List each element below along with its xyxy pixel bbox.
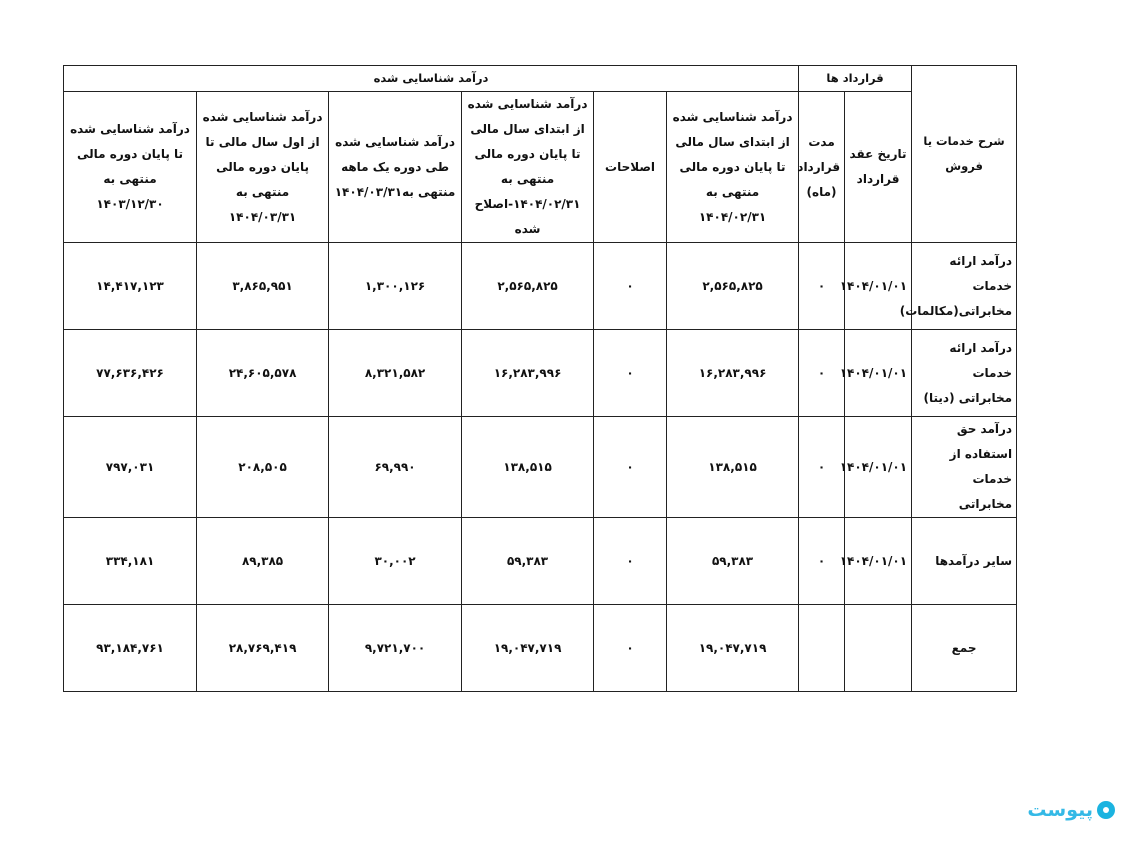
row-adjustments: ۰: [594, 243, 667, 330]
row-contract-date: [845, 605, 912, 692]
table-row: [64, 518, 1017, 605]
revenue-table: [63, 65, 1017, 692]
row-one-month: ۱,۳۰۰,۱۲۶: [329, 243, 462, 330]
header-description: شرح خدمات یا فروش: [912, 66, 1017, 243]
row-one-month: ۹,۷۲۱,۷۰۰: [329, 605, 462, 692]
row-one-month: ۸,۳۲۱,۵۸۲: [329, 330, 462, 417]
row-description: سایر درآمدها: [912, 518, 1017, 605]
row-one-month: ۶۹,۹۹۰: [329, 417, 462, 518]
row-contract-date: ۱۴۰۴/۰۱/۰۱: [845, 518, 912, 605]
row-adjusted: ۱۶,۲۸۳,۹۹۶: [462, 330, 594, 417]
row-duration: ۰: [799, 417, 845, 518]
row-adjusted: ۱۳۸,۵۱۵: [462, 417, 594, 518]
row-adjusted: ۵۹,۳۸۳: [462, 518, 594, 605]
row-prev-year: ۹۳,۱۸۴,۷۶۱: [64, 605, 197, 692]
row-description: درآمد حق استفاده از خدمات مخابراتی: [912, 417, 1017, 518]
header-one-month: درآمد شناسایی شده طی دوره یک ماهه منتهی به۱۴۰۴/۰۳/۳۱: [329, 92, 462, 243]
logo-circle-icon: [1097, 801, 1115, 819]
row-contract-date: ۱۴۰۴/۰۱/۰۱: [845, 417, 912, 518]
row-prior: ۱۹,۰۴۷,۷۱۹: [667, 605, 799, 692]
watermark-logo: [1000, 797, 1115, 823]
header-adjustments: اصلاحات: [594, 92, 667, 243]
header-recognized-prior: درآمد شناسایی شده از ابتدای سال مالی تا پایان دوره مالی منتهی به ۱۴۰۴/۰۲/۳۱: [667, 92, 799, 243]
watermark-text: پیوست: [1027, 799, 1093, 821]
table-row: [64, 330, 1017, 417]
row-adjustments: ۰: [594, 605, 667, 692]
table-row: [64, 417, 1017, 518]
row-ytd: ۸۹,۳۸۵: [197, 518, 329, 605]
row-contract-date: ۱۴۰۴/۰۱/۰۱: [845, 243, 912, 330]
row-duration: [799, 605, 845, 692]
header-contract-duration: مدت قرارداد (ماه): [799, 92, 845, 243]
row-prior: ۱۳۸,۵۱۵: [667, 417, 799, 518]
table-row: [64, 243, 1017, 330]
row-adjustments: ۰: [594, 518, 667, 605]
row-prev-year: ۳۳۴,۱۸۱: [64, 518, 197, 605]
row-description: درآمد ارائه خدمات مخابراتی (دیتا): [912, 330, 1017, 417]
row-duration: ۰: [799, 243, 845, 330]
row-duration: ۰: [799, 330, 845, 417]
row-one-month: ۳۰,۰۰۲: [329, 518, 462, 605]
row-prev-year: ۱۴,۴۱۷,۱۲۳: [64, 243, 197, 330]
table-row-total: [64, 605, 1017, 692]
row-adjusted: ۱۹,۰۴۷,۷۱۹: [462, 605, 594, 692]
row-description: درآمد ارائه خدمات مخابراتی(مکالمات): [912, 243, 1017, 330]
row-ytd: ۲۰۸,۵۰۵: [197, 417, 329, 518]
row-ytd: ۲۸,۷۶۹,۴۱۹: [197, 605, 329, 692]
row-ytd: ۳,۸۶۵,۹۵۱: [197, 243, 329, 330]
row-prior: ۱۶,۲۸۳,۹۹۶: [667, 330, 799, 417]
row-prior: ۲,۵۶۵,۸۲۵: [667, 243, 799, 330]
row-adjustments: ۰: [594, 417, 667, 518]
row-prev-year: ۷۷,۶۳۶,۴۲۶: [64, 330, 197, 417]
header-contract-date: تاریخ عقد قرارداد: [845, 92, 912, 243]
header-ytd: درآمد شناسایی شده از اول سال مالی تا پایان دوره مالی منتهی به ۱۴۰۴/۰۳/۳۱: [197, 92, 329, 243]
row-ytd: ۲۴,۶۰۵,۵۷۸: [197, 330, 329, 417]
row-description: جمع: [912, 605, 1017, 692]
header-group-recognized: درآمد شناسایی شده: [64, 66, 799, 92]
header-recognized-adjusted: درآمد شناسایی شده از ابتدای سال مالی تا پایان دوره مالی منتهی به ۱۴۰۴/۰۲/۳۱-اصلاح شده: [462, 92, 594, 243]
row-prior: ۵۹,۳۸۳: [667, 518, 799, 605]
row-adjusted: ۲,۵۶۵,۸۲۵: [462, 243, 594, 330]
row-contract-date: ۱۴۰۴/۰۱/۰۱: [845, 330, 912, 417]
header-prev-year: درآمد شناسایی شده تا پایان دوره مالی منتهی به ۱۴۰۳/۱۲/۳۰: [64, 92, 197, 243]
row-adjustments: ۰: [594, 330, 667, 417]
header-group-contracts: قرارداد ها: [799, 66, 912, 92]
row-prev-year: ۷۹۷,۰۳۱: [64, 417, 197, 518]
row-duration: ۰: [799, 518, 845, 605]
